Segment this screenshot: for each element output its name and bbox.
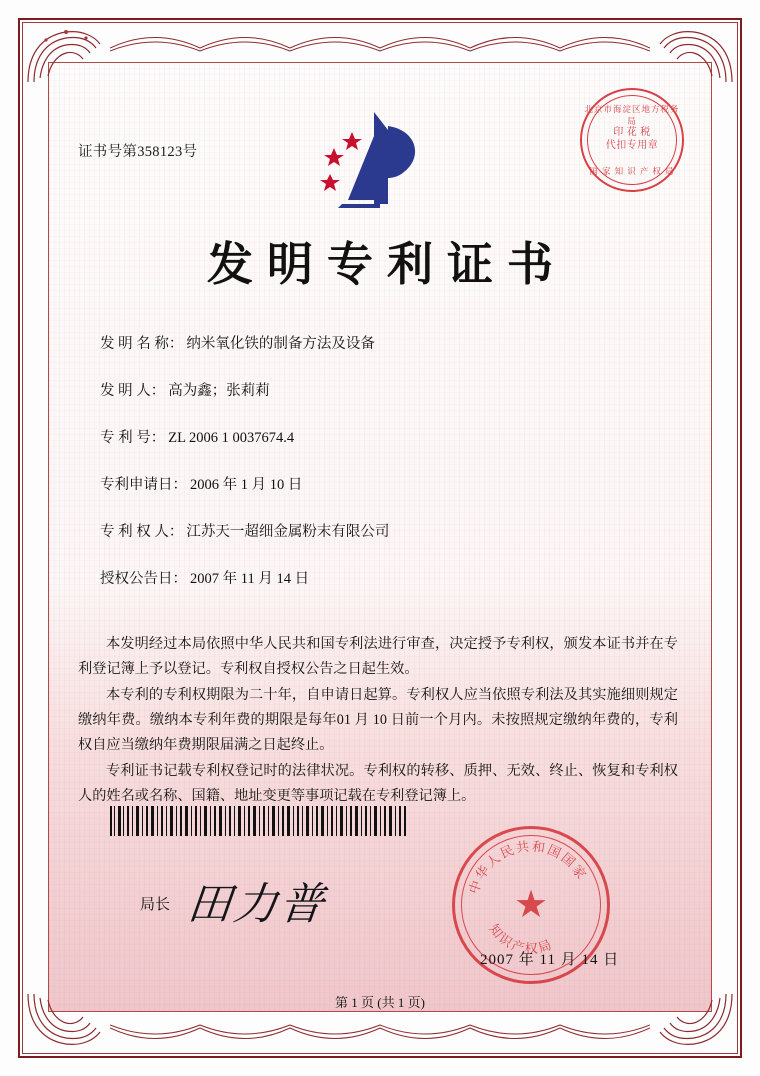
field-value: 江苏天一超细金属粉末有限公司 bbox=[186, 524, 390, 540]
certificate-fields bbox=[100, 332, 660, 614]
field-value: 2007 年 11 月 14 日 bbox=[190, 571, 310, 587]
tax-seal-arc-bottom: 国 家 知 识 产 权 局 bbox=[589, 166, 675, 176]
certificate-number: 证书号第358123号 bbox=[78, 144, 198, 160]
page-title: 发明专利证书 bbox=[207, 239, 567, 290]
field-label: 专 利 号： bbox=[100, 430, 166, 446]
tax-seal-line-2: 代扣专用章 bbox=[605, 140, 659, 151]
field-label: 专利申请日： bbox=[100, 477, 187, 493]
certificate-body bbox=[78, 632, 678, 810]
field-label: 授权公告日： bbox=[100, 571, 187, 587]
body-paragraph-2: 本专利的专利权期限为二十年，自申请日起算。专利权人应当依照专利法及其实施细则规定缴纳年费。缴纳本专利年费的期限是每年01 月 10 日前一个月内。未按照规定缴纳年费的，专利权自应当缴纳年费期限届满之日起终止。 bbox=[78, 687, 678, 753]
tax-seal-arc-top: 北京市海淀区地方税务局 bbox=[584, 104, 680, 126]
page-footer: 第 1 页 (共 1 页) bbox=[335, 995, 425, 1010]
field-label: 发 明 人： bbox=[100, 383, 166, 399]
body-paragraph-3: 专利证书记载专利权登记时的法律状况。专利权的转移、质押、无效、终止、恢复和专利权人的姓名或名称、国籍、地址变更等事项记载在专利登记簿上。 bbox=[78, 763, 678, 804]
field-application-date bbox=[100, 473, 660, 494]
field-value: 2006 年 1 月 10 日 bbox=[190, 477, 303, 493]
seal-date: 2007 年 11 月 14 日 bbox=[480, 952, 620, 968]
field-invention-title bbox=[100, 332, 660, 353]
body-paragraph-1: 本发明经过本局依照中华人民共和国专利法进行审查，决定授予专利权，颁发本证书并在专利登记簿上予以登记。专利权自授权公告之日起生效。 bbox=[78, 636, 678, 677]
barcode bbox=[110, 806, 410, 836]
tax-seal-center-text bbox=[582, 126, 682, 152]
field-value: ZL 2006 1 0037674.4 bbox=[168, 430, 295, 446]
field-value: 高为鑫；张莉莉 bbox=[168, 383, 270, 399]
sipo-logo bbox=[312, 108, 452, 216]
signature-label: 局长 bbox=[140, 897, 171, 913]
tax-stamp-seal bbox=[580, 88, 684, 192]
field-patent-number bbox=[100, 426, 660, 447]
field-inventors bbox=[100, 379, 660, 400]
director-signature: 田力普 bbox=[184, 880, 329, 929]
field-label: 专 利 权 人： bbox=[100, 524, 184, 540]
field-patentee bbox=[100, 520, 660, 541]
field-label: 发 明 名 称： bbox=[100, 336, 184, 352]
svg-text:中华人民共和国国家: 中华人民共和国国家 bbox=[466, 838, 591, 896]
field-announcement-date bbox=[100, 567, 660, 588]
svg-text:知识产权局: 知识产权局 bbox=[486, 921, 556, 957]
national-emblem-icon: ★ bbox=[513, 884, 549, 926]
tax-seal-line-1: 印 花 税 bbox=[613, 127, 651, 138]
field-value: 纳米氧化铁的制备方法及设备 bbox=[186, 336, 375, 352]
